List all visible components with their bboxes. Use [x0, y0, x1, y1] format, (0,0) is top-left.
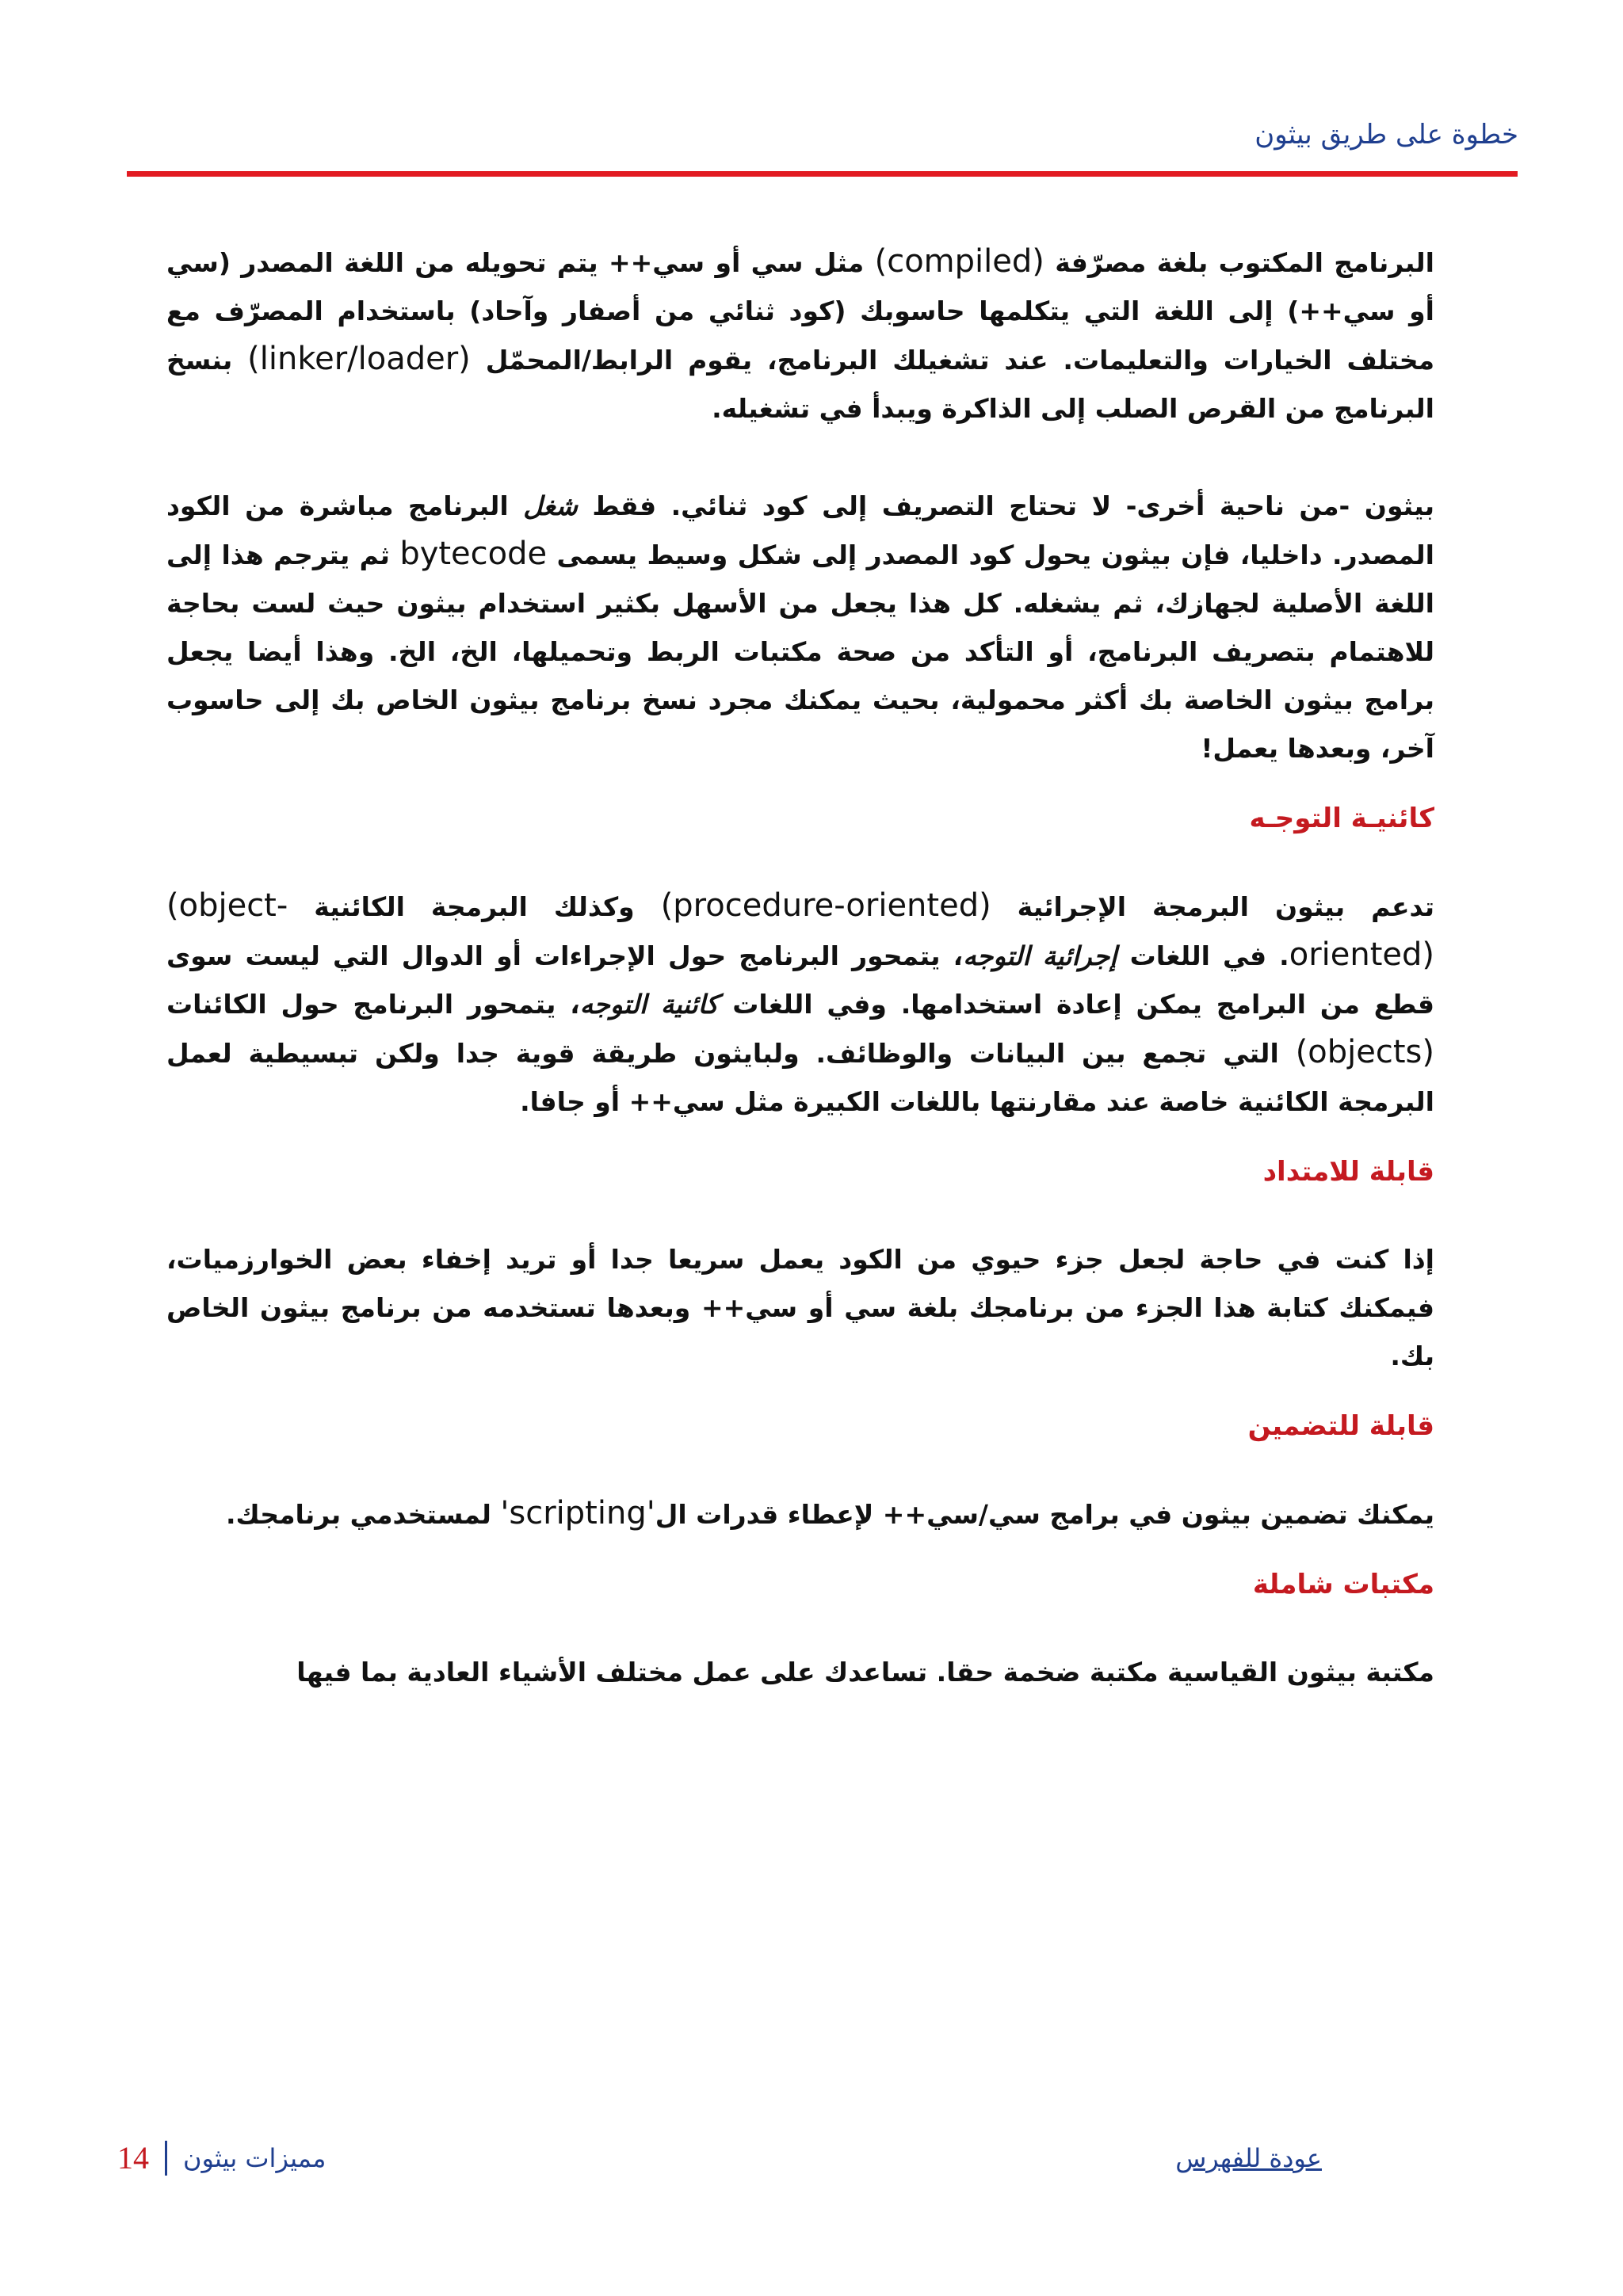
- section-heading-extensible: قابلة للامتداد: [1262, 1156, 1434, 1188]
- latin-term: (objects): [1295, 1034, 1434, 1070]
- text-run: بيثون -من ناحية أخرى- لا تحتاج التصريف إلى كود ثنائي. فقط: [577, 490, 1434, 521]
- text-run: البرنامج المكتوب بلغة مصرّفة: [1044, 247, 1434, 278]
- back-to-index-link[interactable]: عودة للفهرس: [1175, 2143, 1322, 2173]
- text-run: مكتبة بيثون القياسية مكتبة ضخمة حقا. تساعدك على عمل مختلف الأشياء العادية بما فيها: [296, 1657, 1434, 1688]
- spacer: [166, 1196, 1434, 1235]
- spacer: [166, 1126, 1434, 1148]
- spacer: [166, 1539, 1434, 1561]
- text-run: البرنامج مباشرة من الكود المصدر. داخليا، فإن بيثون يحول كود المصدر إلى شكل وسيط يسمى: [166, 490, 1434, 570]
- emphasis-text: كائنية التوجه: [579, 989, 719, 1020]
- paragraph-interpreted: [166, 482, 1434, 772]
- paragraph-libraries: [166, 1648, 1434, 1696]
- spacer: [166, 842, 1434, 882]
- text-run: وكذلك البرمجة الكائنية: [288, 891, 661, 922]
- text-run: . في اللغات: [1117, 940, 1289, 971]
- latin-term: (object-oriented): [166, 887, 1434, 973]
- text-run: بنسخ البرنامج من القرص الصلب إلى الذاكرة ويبدأ في تشغيله.: [166, 345, 1434, 424]
- text-run: مثل سي أو سي++ يتم تحويله من اللغة المصدر (سي أو سي++) إلى اللغة التي يتكلمها حاسوبك (كود ثنائي من أصفار وآحاد) باستخدام المصرّف مع مختلف الخيارات والتعليمات. عند تشغيلك البرنامج، يقوم الرابط/المحمّل: [166, 247, 1434, 376]
- page-content: [166, 238, 1434, 1696]
- footer-separator: [165, 2141, 167, 2176]
- spacer: [166, 1450, 1434, 1489]
- text-run: يمكنك تضمين بيثون في برامج سي/سي++ لإعطاء قدرات ال: [655, 1499, 1434, 1530]
- latin-term: 'scripting': [500, 1495, 655, 1531]
- running-header-title: خطوة على طريق بيثون: [1254, 119, 1518, 151]
- paragraph-embeddable: [166, 1489, 1434, 1539]
- footer-page-info: [117, 2139, 326, 2176]
- section-heading-embeddable: قابلة للتضمين: [1247, 1410, 1434, 1442]
- latin-term: bytecode: [399, 536, 548, 572]
- emphasis-text: شغل: [523, 490, 578, 521]
- latin-term: (procedure-oriented): [660, 887, 991, 924]
- paragraph-extensible: [166, 1235, 1434, 1380]
- latin-term: (linker/loader): [247, 341, 471, 377]
- text-run: ، يتمحور البرنامج حول الإجراءات أو الدوال التي ليست سوى قطع من البرامج يمكن إعادة استخدامها. وفي اللغات: [166, 940, 1434, 1020]
- footer-chapter-title: مميزات بيثون: [183, 2142, 327, 2173]
- text-run: ، يتمحور البرنامج حول الكائنات: [166, 989, 580, 1020]
- text-run: لمستخدمي برنامجك.: [226, 1499, 501, 1530]
- paragraph-object-oriented: [166, 882, 1434, 1126]
- latin-term: (compiled): [874, 243, 1044, 280]
- emphasis-text: إجرائية التوجه: [963, 940, 1117, 971]
- spacer: [166, 1380, 1434, 1402]
- section-heading-libraries: مكتبات شاملة: [1252, 1569, 1434, 1600]
- section-heading-object-oriented: كائنيـة التوجـه: [1249, 803, 1434, 834]
- text-run: التي تجمع بين البيانات والوظائف. ولبايثون طريقة قوية جدا ولكن تبسيطية لعمل البرمجة الكائنية خاصة عند مقارنتها باللغات الكبيرة مثل سي++ أو جافا.: [166, 1038, 1434, 1117]
- spacer: [166, 1608, 1434, 1648]
- text-run: إذا كنت في حاجة لجعل جزء حيوي من الكود يعمل سريعا جدا أو تريد إخفاء بعض الخوارزميات، فيمكنك كتابة هذا الجزء من برنامجك بلغة سي أو سي++ وبعدها تستخدمه من برنامج بيثون الخاص بك.: [166, 1244, 1434, 1371]
- spacer: [166, 433, 1434, 482]
- page-number: 14: [117, 2140, 149, 2176]
- header-divider: [127, 171, 1518, 177]
- paragraph-compiled: [166, 238, 1434, 433]
- text-run: ثم يترجم هذا إلى اللغة الأصلية لجهازك، ثم يشغله. كل هذا يجعل من الأسهل بكثير استخدام بيثون حيث لست بحاجة للاهتمام بتصريف البرنامج، أو التأكد من صحة مكتبات الربط وتحميلها، الخ، الخ. وهذا أيضا يجعل برامج بيثون الخاصة بك أكثر محمولية، بحيث يمكنك مجرد نسخ برنامج بيثون الخاص بك إلى حاسوب آخر، وبعدها يعمل!: [166, 540, 1434, 764]
- spacer: [166, 772, 1434, 795]
- text-run: تدعم بيثون البرمجة الإجرائية: [991, 891, 1434, 922]
